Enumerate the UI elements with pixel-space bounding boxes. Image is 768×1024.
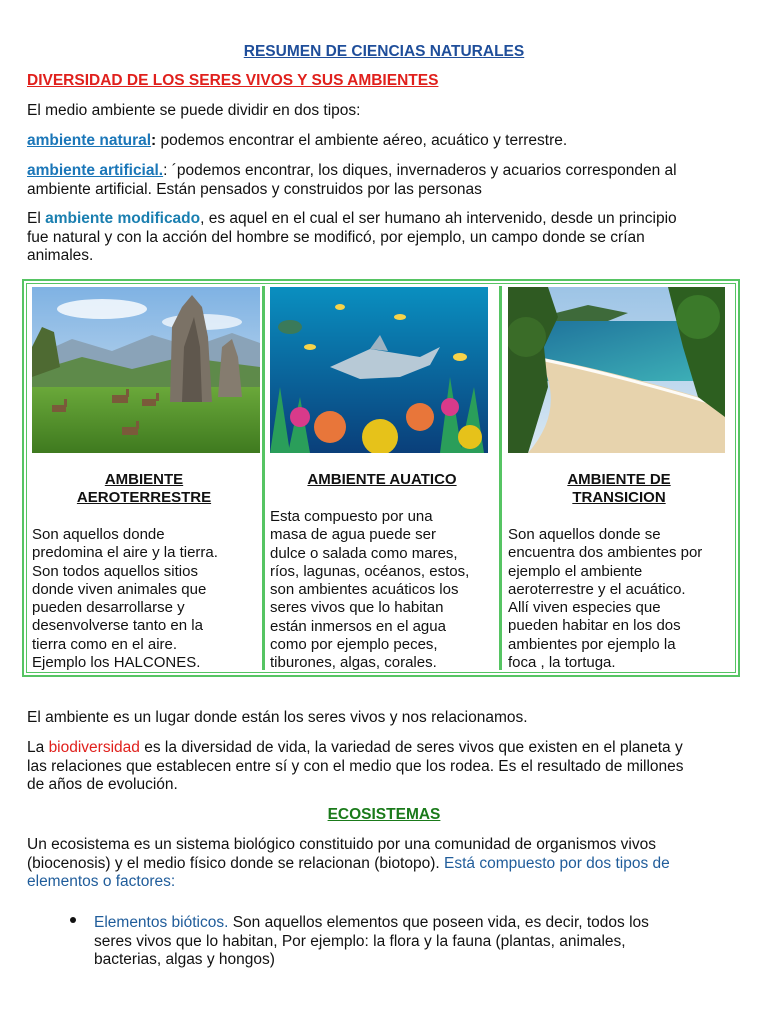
card-line: seres vivos que lo habitan [270,599,444,617]
card-line: están inmersos en el agua [270,617,446,635]
bioticos-line1: Son aquellos elementos que poseen vida, es decir, todos los [228,914,649,931]
card-heading-line: AEROTERRESTRE [76,489,212,506]
natural-term: ambiente natural [27,132,152,149]
natural-colon: : [151,132,157,149]
card-heading-line: AMBIENTE DE [567,471,671,488]
ecosistema-paragraph [27,836,743,892]
bioticos-line2: seres vivos que lo habitan, Por ejemplo: la flora y la fauna (plantas, animales, [94,932,626,950]
modificado-paragraph [27,210,743,266]
artificial-term: ambiente artificial. [27,162,164,179]
card-line: desenvolverse tanto en la [32,617,203,635]
artificial-paragraph [27,162,743,199]
bioticos-line3: bacterias, algas y hongos) [94,951,275,968]
card-line: encuentra dos ambientes por [508,544,703,562]
biodiversidad-line2: las relaciones que establecen entre sí y con el medio que los rodea. Es el resultado de millones [27,757,684,775]
card-line: Esta compuesto por una [270,508,433,525]
card-line: donde viven animales que [32,580,207,598]
artificial-line2: ambiente artificial. Están pensados y construidos por las personas [27,180,482,198]
acuatico-photo [270,287,488,453]
ecosistema-line3: elementos o factores: [27,873,176,890]
card-body-aeroterrestre [32,526,260,672]
modificado-term: ambiente modificado [45,210,201,227]
card-line: predomina el aire y la tierra. [32,544,218,562]
artificial-line1: : ´podemos encontrar, los diques, invernaderos y acuarios corresponden al [163,162,677,179]
card-heading-aeroterrestre [32,471,256,507]
biodiversidad-term: biodiversidad [48,739,140,756]
ecosistema-line2a: (biocenosis) y el medio físico donde se relacionan (biotopo). [27,854,445,872]
transicion-photo [508,287,725,453]
card-line: son ambientes acuáticos los [270,581,459,599]
card-line: como por ejemplo peces, [270,636,438,654]
aeroterrestre-photo [32,287,260,453]
column-divider [499,286,502,670]
section-subtitle: DIVERSIDAD DE LOS SERES VIVOS Y SUS AMBIENTES [27,72,439,89]
card-line: aeroterrestre y el acuático. [508,580,686,598]
biodiversidad-line1: es la diversidad de vida, la variedad de seres vivos que existen en el planeta y [139,739,683,756]
modificado-prefix: El [27,210,46,227]
card-line: Ejemplo los HALCONES. [32,654,201,672]
ambiente-definition: El ambiente es un lugar donde están los seres vivos y nos relacionamos. [27,709,528,726]
natural-paragraph [27,132,743,151]
bioticos-list-item [94,914,744,970]
ecosistemas-heading: ECOSISTEMAS [327,806,441,823]
modificado-line3: animales. [27,247,94,264]
ecosistema-line1: Un ecosistema es un sistema biológico constituido por una comunidad de organismos vivos [27,836,656,853]
card-heading-transicion [506,471,732,507]
card-line: tiburones, algas, corales. [270,654,437,672]
card-line: Son aquellos donde se [508,526,661,543]
card-heading-line: AMBIENTE AUATICO [307,471,457,488]
intro-paragraph: El medio ambiente se puede dividir en dos tipos: [27,102,361,119]
natural-text: podemos encontrar el ambiente aéreo, acuático y terrestre. [156,132,568,149]
card-line: masa de agua puede ser [270,526,436,544]
card-line: Allí viven especies que [508,599,661,617]
modificado-line2: fue natural y con la acción del hombre se modificó, por ejemplo, un campo donde se crían [27,228,645,246]
card-line: dulce o salada como mares, [270,544,458,562]
card-heading-acuatico [268,471,496,489]
ecosistema-line2b: Está compuesto por dos tipos de [444,854,670,872]
card-body-acuatico [270,508,498,673]
page-title: RESUMEN DE CIENCIAS NATURALES [243,43,525,60]
card-line: pueden habitar en los dos [508,617,681,635]
card-line: foca , la tortuga. [508,654,616,672]
card-line: tierra como en el aire. [32,635,178,653]
biodiversidad-prefix: La [27,739,49,756]
card-line: ambientes por ejemplo la [508,635,676,653]
modificado-line1: , es aquel en el cual el ser humano ah intervenido, desde un principio [200,210,677,227]
card-heading-line: TRANSICION [572,489,666,506]
card-line: pueden desarrollarse y [32,599,185,617]
card-line: Son todos aquellos sitios [32,562,198,580]
card-line: Son aquellos donde [32,526,165,543]
card-line: ríos, lagunas, océanos, estos, [270,562,470,580]
card-line: ejemplo el ambiente [508,562,643,580]
biodiversidad-paragraph [27,739,743,795]
card-heading-line: AMBIENTE [104,471,184,488]
column-divider [262,286,265,670]
bullet-icon [70,917,76,923]
card-body-transicion [508,526,734,672]
biodiversidad-line3: de años de evolución. [27,776,178,793]
bioticos-term: Elementos bióticos. [94,914,229,931]
